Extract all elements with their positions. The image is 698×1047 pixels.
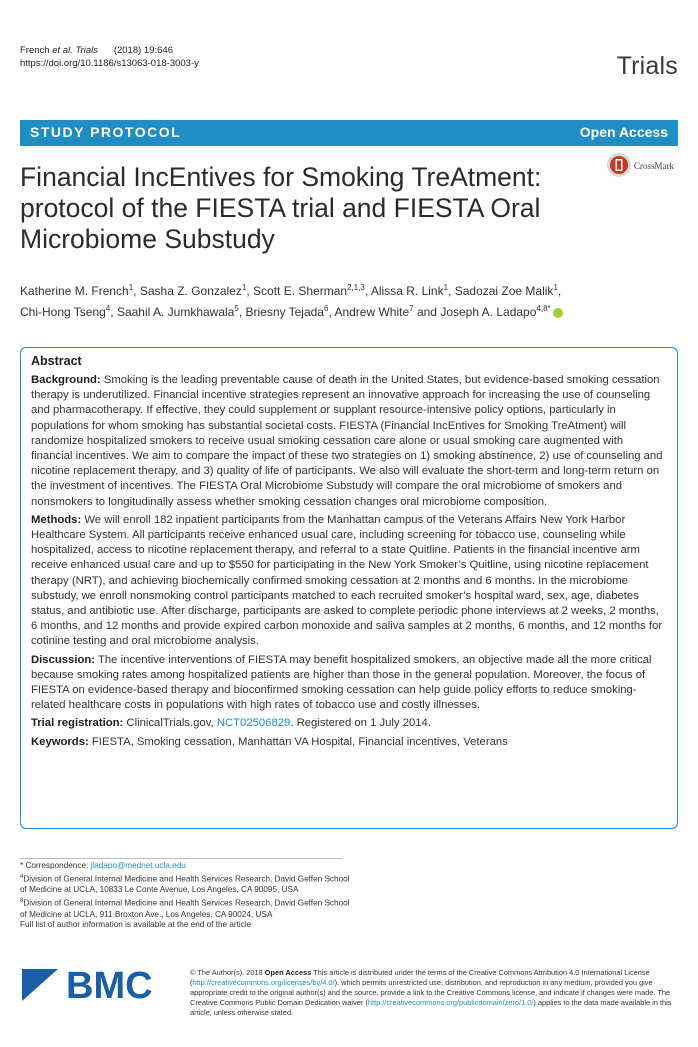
abstract-background [31,373,667,510]
author-name: Scott E. Sherman [253,284,348,298]
citation-header [20,44,199,70]
doi-link[interactable]: https://doi.org/10.1186/s13063-018-3003-y [20,58,199,69]
author [117,305,239,319]
author-name: Alissa R. Link [370,284,444,298]
author [140,284,247,298]
keywords-label: Keywords: [31,735,89,748]
bmc-logo-text: BMC [66,965,153,1003]
abstract-methods [31,513,667,650]
author-affiliation: 4,8* [536,304,551,313]
author [20,284,133,298]
footnotes [20,861,350,931]
author [245,305,328,319]
author-name: Chi-Hong Tseng [20,305,106,319]
affiliation-4: $^4$Division of General Internal Medicine and Health Services Research, David Geffen School of Medicine at UCLA, 10833 Le Conte Avenue, Los Angeles, CA 90095, USA [20,873,350,895]
citation-journal: et al. Trials [52,45,98,56]
correspondence: * Correspondence: jladapo@mednet.ucla.edu [20,861,186,870]
keywords-text: FIESTA, Smoking cessation, Manhattan VA Hospital, Financial incentives, Veterans [91,735,508,748]
author-affiliation: 1 [443,283,449,292]
abstract-heading: Abstract [31,354,82,368]
trial-registration-label: Trial registration: [31,717,124,730]
bmc-logo-mark [22,969,58,1001]
abstract-discussion [31,653,667,714]
author-name: Katherine M. French [20,284,129,298]
background-text: Smoking is the leading preventable cause of death in the United States, but evidence-based smoking cessation therapy is underutilized. Financial incentive strategies represent an innovative approach for increasing the use of counseling and pharmacotherapy. If effective, they could supplement or supplant resource-intensive policy options, particularly in populations for whom smoking has substantial societal costs. FIESTA (Financial IncEntives for Smoking TreAtment) will randomize hospitalized smokers to receive usual smoking cessation care alone or usual smoking care augmented with financial incentives. We aim to compare the impact of these two strategies on 1) smoking abstinence, 2) use of counseling and nicotine replacement therapy, and 3) quality of life of participants. We also will evaluate the short-term and long-term return on the investment of incentives. The FIESTA Oral Microbiome Substudy will compare the oral microbiome of smokers and nonsmokers to longitudinally assess whether smoking cessation changes oral microbiome composition. [31,374,663,508]
license-statement: © The Author(s). 2018 Open Access This article is distributed under the terms of the Creative Commons Attribution 4.0 International License (http://creativecommons.org/licenses/by/4.0/), which permits unrestricted use, distribution, and reproduction in any medium, provided you give appropriate credit to the original author(s) and the source, provide a link to the Creative Commons license, and indicate if changes were made. The Creative Commons Public Domain Dedication waiver (http://creativecommons.org/publicdomain/zero/1.0/) applies to the data made available in this article, unless otherwise stated. [190,968,672,1018]
trial-registration-link[interactable]: NCT02506829 [216,717,291,730]
cc-by-license-link[interactable]: http://creativecommons.org/licenses/by/4.0/ [192,978,335,988]
author-name: Sasha Z. Gonzalez [139,284,242,298]
journal-name: Trials [616,52,678,80]
author-affiliation: 7 [409,304,414,313]
license-open-access: Open Access [264,968,312,977]
author-affiliation: 1 [241,283,247,292]
article-type-banner [20,120,678,146]
author [455,284,558,298]
footnote-divider [20,858,342,859]
author-name: Andrew White [334,305,410,319]
orcid-icon[interactable] [553,308,563,318]
crossmark-button[interactable] [605,150,685,184]
author-name: Sadozai Zoe Malik [454,284,554,298]
citation-authors: French [20,45,53,56]
author [440,305,550,319]
citation-year-volume: (2018) 19:646 [113,45,173,56]
author-affiliation: 5 [234,304,239,313]
affiliation-8: $^8$Division of General Internal Medicine and Health Services Research, David Geffen School of Medicine at UCLA, 911 Broxton Ave., Los Angeles, CA 90024, USA [20,898,350,919]
author-affiliation: 1 [128,283,134,292]
discussion-label: Discussion: [31,653,96,666]
methods-text: We will enroll 182 inpatient participants from the Manhattan campus of the Veterans Affairs New York Harbor Healthcare System. All participants receive enhanced usual care, including screening for tobacco use, counseling while hospitalized, access to nicotine replacement therapy, and referral to a state Quitline. Patients in the financial incentive arm receive enhanced usual care and up to $550 for participating in the New York Smoker’s Quitline, using nicotine replacement therapy (NRT), and achieving biochemically confirmed smoking cessation at 2 months and 6 months. In the microbiome substudy, we enroll nonsmoking control participants matched to each recruited smoker’s hospital ward, sex, age, diabetes status, and antibiotic use. After discharge, participants are asked to complete periodic phone interviews at 2 weeks, 2 months, 6 months, and 12 months and provide expired carbon monoxide and saliva samples at 2 months, 6 months, and 12 months for cotinine testing and oral microbiome analysis. [31,513,663,648]
open-access-label: Open Access [579,124,668,140]
article-type-label: STUDY PROTOCOL [30,124,182,140]
abstract-box [20,347,678,829]
correspondence-email-link[interactable]: jladapo@mednet.ucla.edu [90,861,186,870]
crossmark-label: CrossMark [634,161,674,171]
author-name: Briesny Tejada [245,305,324,319]
author-name: Joseph A. Ladapo [440,305,537,319]
cc-zero-waiver-link[interactable]: http://creativecommons.org/publicdomain/zero/1.0/ [367,998,534,1008]
abstract-keywords [31,735,667,750]
article-title: Financial IncEntives for Smoking TreAtment: protocol of the FIESTA trial and FIESTA Oral Microbiome Substudy [20,162,542,254]
author [20,305,110,319]
author [253,284,365,298]
discussion-text: The incentive interventions of FIESTA may benefit hospitalized smokers, an objective made all the more critical because smoking rates among hospitalized patients are higher than those in the general population. Moreover, the focus of FIESTA on evidence-based therapy and bioconfirmed smoking cessation can help guide policy efforts to reduce smoking-related healthcare costs in populations with high rates of tobacco use and costly illnesses. [31,653,652,712]
author-affiliation: 1 [553,283,558,292]
author [371,284,448,298]
author [334,305,413,319]
author-affiliation: 6 [323,304,329,313]
author-list: Katherine M. French$^1$, Sasha Z. Gonzalez$^1$, Scott E. Sherman$^{2,1,3}$, Alissa R. Link$^1$, Sadozai Zoe Malik$^1$, Chi-Hong Tseng$^4$, Saahil A. Jumkhawala$^5$, Briesny Tejada$^6$, Andrew White$^7$ and Joseph A. Ladapo$^{4,8*}$ [20,283,562,319]
methods-label: Methods: [31,513,82,526]
background-label: Background: [31,374,101,386]
author-affiliation: 4 [105,304,111,313]
abstract-trial-registration: Trial registration: ClinicalTrials.gov, NCT02506829. Registered on 1 July 2014. [31,717,431,730]
author-info-note: Full list of author information is available at the end of the article [20,920,252,930]
author-affiliation: 2,1,3 [347,283,365,292]
bmc-logo [20,965,180,1003]
author-name: Saahil A. Jumkhawala [116,305,235,319]
